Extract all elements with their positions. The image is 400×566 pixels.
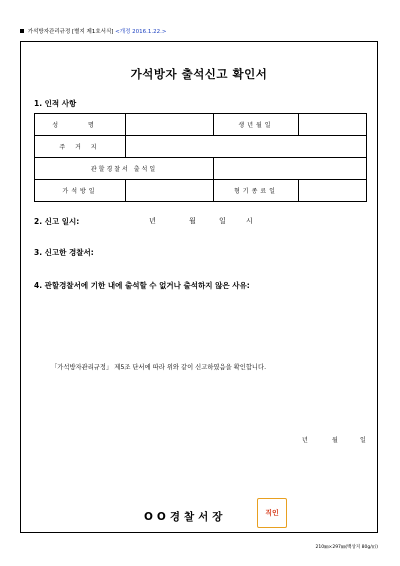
address-label: 주 거 지 (35, 136, 126, 158)
birthdate-label: 생년월일 (214, 114, 299, 136)
table-row (35, 114, 367, 136)
name-field[interactable] (126, 114, 214, 136)
parole-date-field[interactable] (126, 180, 214, 202)
report-year[interactable]: 년 (149, 217, 156, 225)
form-box (20, 41, 378, 533)
report-day[interactable]: 일 (219, 217, 226, 225)
confirmation-statement: 「가석방자관리규정」 제5조 단서에 따라 위와 같이 신고하였음을 확인합니다. (51, 364, 267, 371)
form-reference (20, 27, 167, 35)
police-attendance-field[interactable] (214, 158, 367, 180)
sentence-end-field[interactable] (299, 180, 367, 202)
paper-spec: 210㎜×297㎜(백상지 80g/㎡) (315, 545, 378, 550)
square-bullet-icon (20, 29, 24, 33)
sentence-end-label: 형기종료일 (214, 180, 299, 202)
sign-month[interactable]: 월 (332, 437, 338, 444)
sign-day[interactable]: 일 (360, 437, 366, 444)
report-hour[interactable]: 시 (246, 217, 253, 225)
address-field[interactable] (126, 136, 367, 158)
name-label: 성 명 (35, 114, 126, 136)
form-title: 가석방자 출석신고 확인서 (130, 67, 268, 81)
police-attendance-label: 관할경찰서 출석일 (35, 158, 214, 180)
report-month[interactable]: 월 (189, 217, 196, 225)
police-chief-signature: OO경찰서장 (144, 511, 227, 523)
parole-date-label: 가석방일 (35, 180, 126, 202)
birthdate-field[interactable] (299, 114, 367, 136)
seal-text: 직인 (265, 509, 279, 517)
official-seal (257, 498, 287, 528)
table-row (35, 180, 367, 202)
sign-year[interactable]: 년 (302, 437, 308, 444)
revision-note: <개정 2016.1.22.> (115, 29, 167, 35)
form-ref-text: 가석방자관리규정 [별지 제1호서식] (27, 29, 114, 35)
section-personal-info-heading: 1. 인적 사항 (34, 99, 77, 108)
reported-police-station[interactable]: 3. 신고한 경찰서: (34, 248, 94, 257)
report-datetime (34, 216, 253, 227)
absence-reason[interactable]: 4. 관할경찰서에 기한 내에 출석할 수 없거나 출석하지 않은 사유: (34, 281, 250, 290)
table-row (35, 136, 367, 158)
personal-info-table (34, 113, 367, 202)
report-datetime-label: 2. 신고 일시: (34, 217, 80, 226)
table-row (35, 158, 367, 180)
